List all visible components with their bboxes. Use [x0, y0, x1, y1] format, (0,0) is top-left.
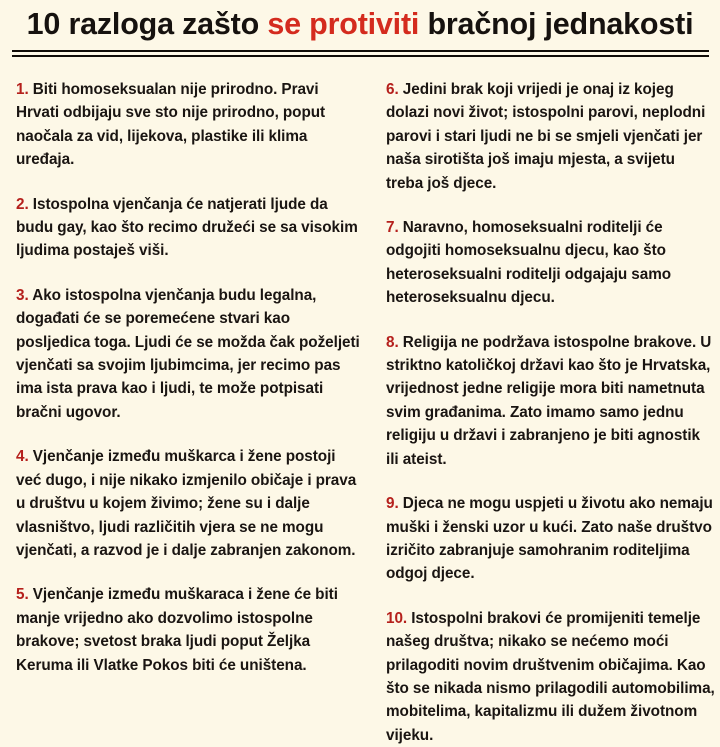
list-item-number: 4. — [16, 448, 29, 466]
column-left — [16, 78, 362, 677]
list-item-number: 3. — [16, 286, 29, 304]
list-item-text: Ako istospolna vjenčanja budu legalna, događati će se poremećene stvari kao posljedica toga. Ljudi će se možda čak poželjeti vjenčati sa svojim ljubimcima, jer recimo pas ima ista prava kao i ljudi, te može potpisati bračni ugovor. — [16, 286, 360, 421]
list-item-text: Religija ne podržava istospolne brakove. U striktno katoličkoj državi kao što je Hrvatska, vrijednost jedne religije mora biti nametnuta svim građanima. Zato imamo samo jednu religiju u državi i zabranjeno je biti agnostik ili ateist. — [386, 333, 712, 468]
list-item-number: 5. — [16, 586, 29, 604]
list-item-number: 2. — [16, 195, 29, 213]
list-item-text: Biti homoseksualan nije prirodno. Pravi Hrvati odbijaju sve sto nije prirodno, poput naočala za vid, lijekova, plastike ili klima uređaja. — [16, 81, 326, 169]
list-item — [386, 78, 716, 195]
poster-header — [0, 0, 720, 72]
column-right — [386, 78, 716, 747]
list-item-text: Istospolna vjenčanja će natjerati ljude da budu gay, kao što recimo družeći se sa visokim ljudima postaješ viši. — [16, 195, 358, 260]
list-item-number: 1. — [16, 81, 29, 98]
content-columns — [0, 78, 720, 744]
list-item-number: 8. — [386, 333, 399, 351]
page-title — [0, 4, 720, 44]
list-item — [16, 583, 362, 677]
list-item-text: Vjenčanje između muškaraca i žene će biti manje vrijedno ako dozvolimo istospolne brakove; svetost braka ljudi poput Željka Keruma ili Vlatke Pokos biti će uništena. — [16, 586, 338, 674]
list-item-number: 9. — [386, 495, 399, 513]
list-item — [16, 445, 362, 562]
page-title-highlight: se protiviti — [267, 7, 420, 41]
list-item — [386, 331, 716, 471]
list-item — [16, 78, 362, 172]
list-item-number: 6. — [386, 81, 399, 98]
page-title-part-1: 10 razloga zašto — [26, 7, 268, 41]
list-item-text: Naravno, homoseksualni roditelji će odgojiti homoseksualnu djecu, kao što heteroseksualni roditelji odgajaju samo heteroseksualnu djecu. — [386, 219, 672, 307]
list-item-text: Djeca ne mogu uspjeti u životu ako nemaju muški i ženski uzor u kući. Zato naše društvo izričito zabranjuje samohranim roditeljima odgoj djece. — [386, 495, 713, 583]
list-item-number: 7. — [386, 219, 399, 237]
list-item — [386, 607, 716, 747]
list-item-text: Vjenčanje između muškarca i žene postoji već dugo, i nije nikako izmjenilo običaje i prava u društvu u kojem živimo; žene su i dalje vlasništvo, ljudi različitih vjera se ne mogu vjenčati, a razvod je i dalje zabranjen zakonom. — [16, 448, 357, 559]
list-item-text: Istospolni brakovi će promijeniti temelje našeg društva; nikako se nećemo moći prilagoditi novim društvenim običajima. Kao što se nikada nismo prilagodili automobilima, mobitelima, kapitalizmu ili dužem životnom vijeku. — [386, 609, 715, 744]
list-item-text: Jedini brak koji vrijedi je onaj iz kojeg dolazi novi život; istospolni parovi, neplodni parovi i stari ljudi ne bi se smjeli vjenčati jer naša sirotišta još imaju mjesta, a svijetu treba još djece. — [386, 81, 706, 192]
list-item — [16, 284, 362, 424]
list-item-number: 10. — [386, 609, 408, 627]
list-item — [386, 492, 716, 586]
header-divider-rule — [12, 50, 709, 57]
list-item — [16, 193, 362, 263]
list-item — [386, 216, 716, 310]
page-title-part-2: bračnoj jednakosti — [419, 7, 694, 41]
